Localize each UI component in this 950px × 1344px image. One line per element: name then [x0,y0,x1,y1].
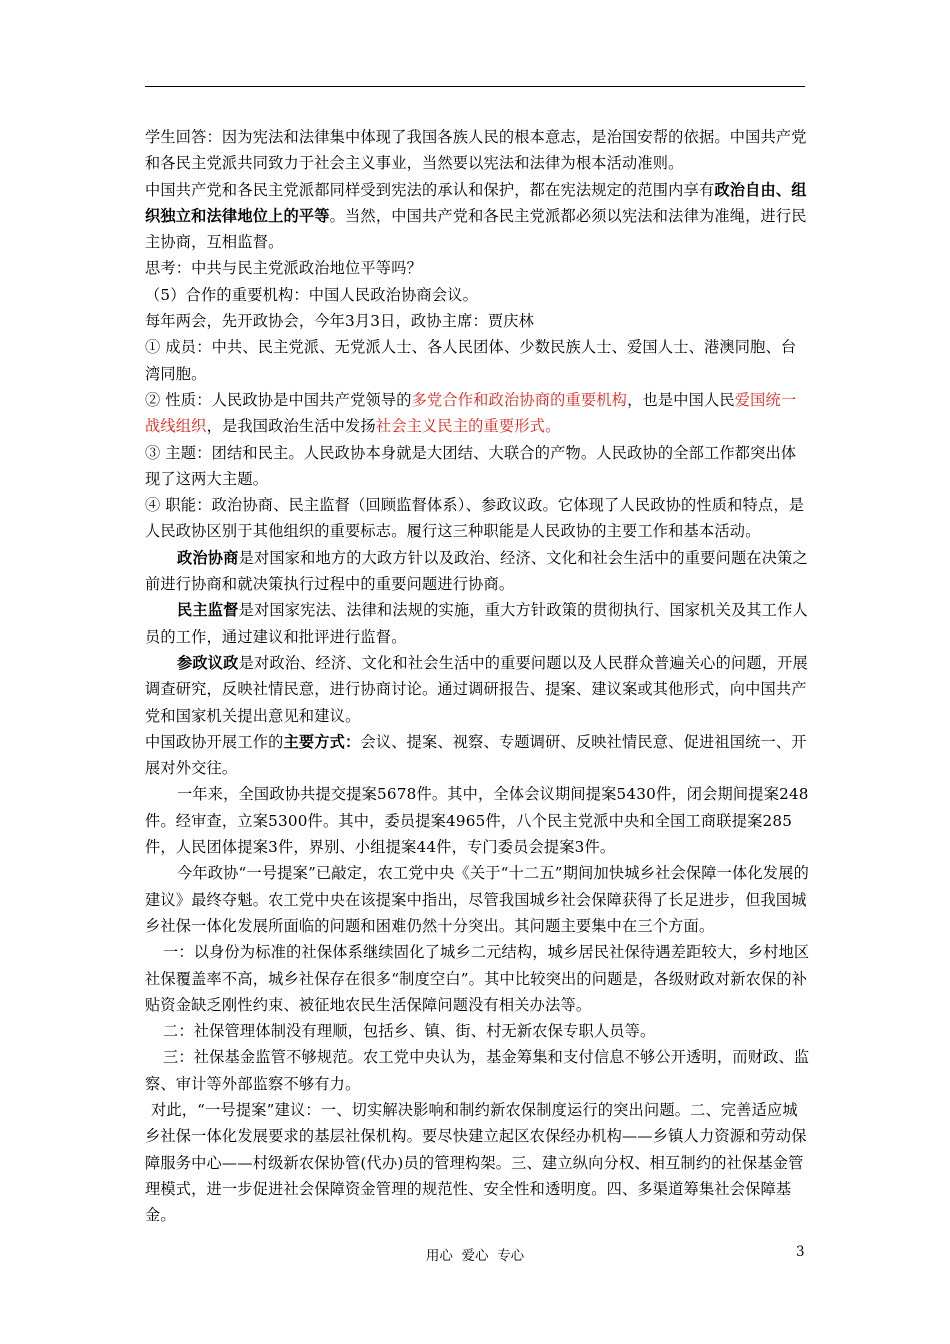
document-body [145,124,810,1228]
paragraph: 政治协商是对国家和地方的大政方针以及政治、经济、文化和社会生活中的重要问题在决策之前进行协商和就决策执行过程中的重要问题进行协商。 [145,548,808,594]
page-number: 3 [796,1244,805,1260]
paragraph: 对此，“一号提案”建议：一、切实解决影响和制约新农保制度运行的突出问题。二、完善适应城乡社保一体化发展要求的基层社保机构。要尽快建立起区农保经办机构——乡镇人力资源和劳动保障服务中心——村级新农保协管(代办)员的管理构架。三、建立纵向分权、相互制约的社保基金管理模式，进一步促进社会保障资金管理的规范性、安全性和透明度。四、多渠道筹集社会保障基金。 [145,1100,807,1225]
paragraph: 民主监督是对国家宪法、法律和法规的实施，重大方针政策的贯彻执行、国家机关及其工作人员的工作，通过建议和批评进行监督。 [145,601,808,646]
red-highlight: 多党合作和政治协商的重要机构 [411,390,628,409]
paragraph: 学生回答：因为宪法和法律集中体现了我国各族人民的根本意志，是治国安帮的依据。中国共产党和各民主党派共同致力于社会主义事业，当然要以宪法和法律为根本活动准则。 [145,128,807,173]
red-highlight: 爱国统一战线组织 [145,390,797,436]
paragraph: 二：社保管理体制没有理顺，包括乡、镇、街、村无新农保专职人员等。 [163,1022,656,1041]
paragraph: 一：以身份为标准的社保体系继续固化了城乡二元结构，城乡居民社保待遇差距较大，乡村地区社保覆盖率不高，城乡社保存在很多“制度空白”。其中比较突出的问题是，各级财政对新农保的补贴资金缺乏刚性约束、被征地农民生活保障问题没有相关办法等。 [145,943,810,1014]
red-highlight: 社会主义民主的重要形式。 [375,417,561,436]
paragraph: 中国共产党和各民主党派都同样受到宪法的承认和保护，都在宪法规定的范围内享有政治自由、组织独立和法律地位上的平等。当然，中国共产党和各民主党派都必须以宪法和法律为准绳，进行民主协商，互相监督。 [145,180,807,252]
bold-term: 参政议政 [177,653,239,672]
bold-term: 政治自由、组织独立和法律地位上的平等 [145,180,807,225]
footer-motto: 用心 爱心 专心 [425,1248,525,1264]
paragraph: ② 性质：人民政协是中国共产党领导的多党合作和政治协商的重要机构，也是中国人民爱国统一战线组织，是我国政治生活中发扬社会主义民主的重要形式。 [145,390,797,436]
paragraph: 三：社保基金监管不够规范。农工党中央认为，基金筹集和支付信息不够公开透明，而财政、监察、审计等外部监察不够有力。 [145,1048,810,1093]
paragraph: ③ 主题：团结和民主。人民政协本身就是大团结、大联合的产物。人民政协的全部工作都突出体现了这两大主题。 [145,443,797,488]
paragraph: 每年两会，先开政协会，今年3月3日，政协主席：贾庆林 [145,312,535,331]
bold-term: 政治协商 [177,548,239,567]
paragraph: 思考：中共与民主党派政治地位平等吗？ [145,259,422,278]
paragraph: 今年政协“一号提案”已敲定，农工党中央《关于“十二五”期间加快城乡社会保障一体化发展的建议》最终夺魁。农工党中央在该提案中指出，尽管我国城乡社会保障获得了长足进步，但我国城乡社保一体化发展所面临的问题和困难仍然十分突出。其问题主要集中在三个方面。 [145,864,809,935]
paragraph: （5）合作的重要机构：中国人民政治协商会议。 [145,285,479,304]
bold-term: 主要方式： [283,732,361,751]
paragraph: 中国政协开展工作的主要方式：会议、提案、视察、专题调研、反映社情民意、促进祖国统一、开展对外交往。 [145,732,807,778]
paragraph: ① 成员：中共、民主党派、无党派人士、各人民团体、少数民族人士、爱国人士、港澳同胞、台湾同胞。 [145,338,797,383]
paragraph: ④ 职能：政治协商、民主监督（回顾监督体系）、参政议政。它体现了人民政协的性质和特点，是人民政协区别于其他组织的重要标志。履行这三种职能是人民政协的主要工作和基本活动。 [145,496,805,541]
paragraph: 一年来，全国政协共提交提案5678件。其中，全体会议期间提案5430件，闭会期间提案248件。经审查，立案5300件。其中，委员提案4965件，八个民主党派中央和全国工商联提案285件，人民团体提案3件，界别、小组提案44件，专门委员会提案3件。 [145,785,809,857]
paragraph: 参政议政是对政治、经济、文化和社会生活中的重要问题以及人民群众普遍关心的问题，开展调查研究，反映社情民意，进行协商讨论。通过调研报告、提案、建议案或其他形式，向中国共产党和国家机关提出意见和建议。 [145,653,808,725]
bold-term: 民主监督 [177,601,239,620]
header-rule [145,86,805,87]
